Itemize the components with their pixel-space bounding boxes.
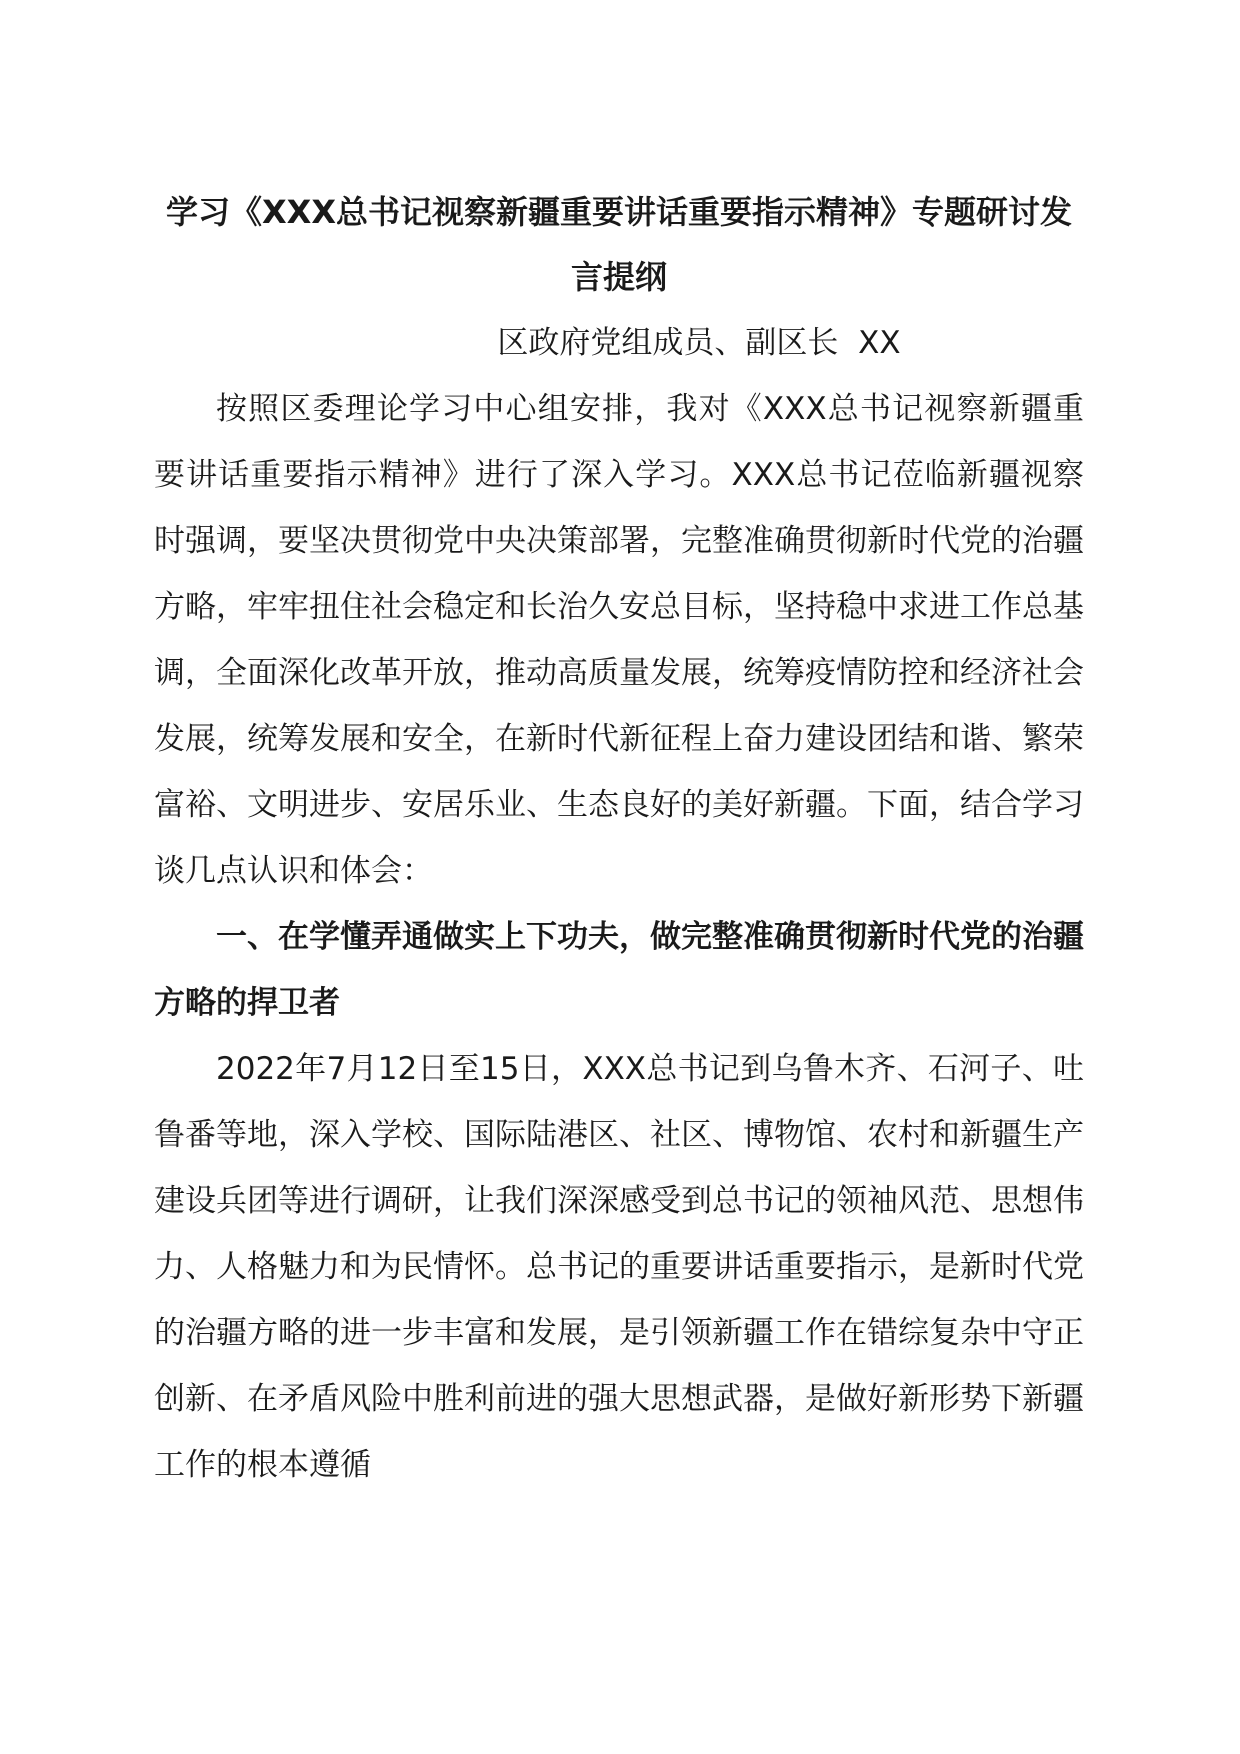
section-paragraph-1: 2022年7月12日至15日，XXX总书记到乌鲁木齐、石河子、吐鲁番等地，深入学校、国际陆港区、社区、博物馆、农村和新疆生产建设兵团等进行调研，让我们深深感受到总书记的领袖风范、思想伟力、人格魅力和为民情怀。总书记的重要讲话重要指示，是新时代党的治疆方略的进一步丰富和发展，是引领新疆工作在错综复杂中守正创新、在矛盾风险中胜利前进的强大思想武器，是做好新形势下新疆工作的根本遵循: [154, 1051, 1084, 1483]
document-title: 学习《XXX总书记视察新疆重要讲话重要指示精神》专题研讨发言提纲: [165, 193, 1073, 296]
document-body: [154, 180, 1084, 1498]
author-line: 区政府党组成员、副区长 XX: [497, 325, 901, 361]
intro-paragraph: 按照区委理论学习中心组安排，我对《XXX总书记视察新疆重要讲话重要指示精神》进行了深入学习。XXX总书记莅临新疆视察时强调，要坚决贯彻党中央决策部署，完整准确贯彻新时代党的治疆方略，牢牢扭住社会稳定和长治久安总目标，坚持稳中求进工作总基调，全面深化改革开放，推动高质量发展，统筹疫情防控和经济社会发展，统筹发展和安全，在新时代新征程上奋力建设团结和谐、繁荣富裕、文明进步、安居乐业、生态良好的美好新疆。下面，结合学习谈几点认识和体会：: [154, 391, 1084, 889]
section-heading-1: 一、在学懂弄通做实上下功夫，做完整准确贯彻新时代党的治疆方略的捍卫者: [154, 919, 1084, 1021]
